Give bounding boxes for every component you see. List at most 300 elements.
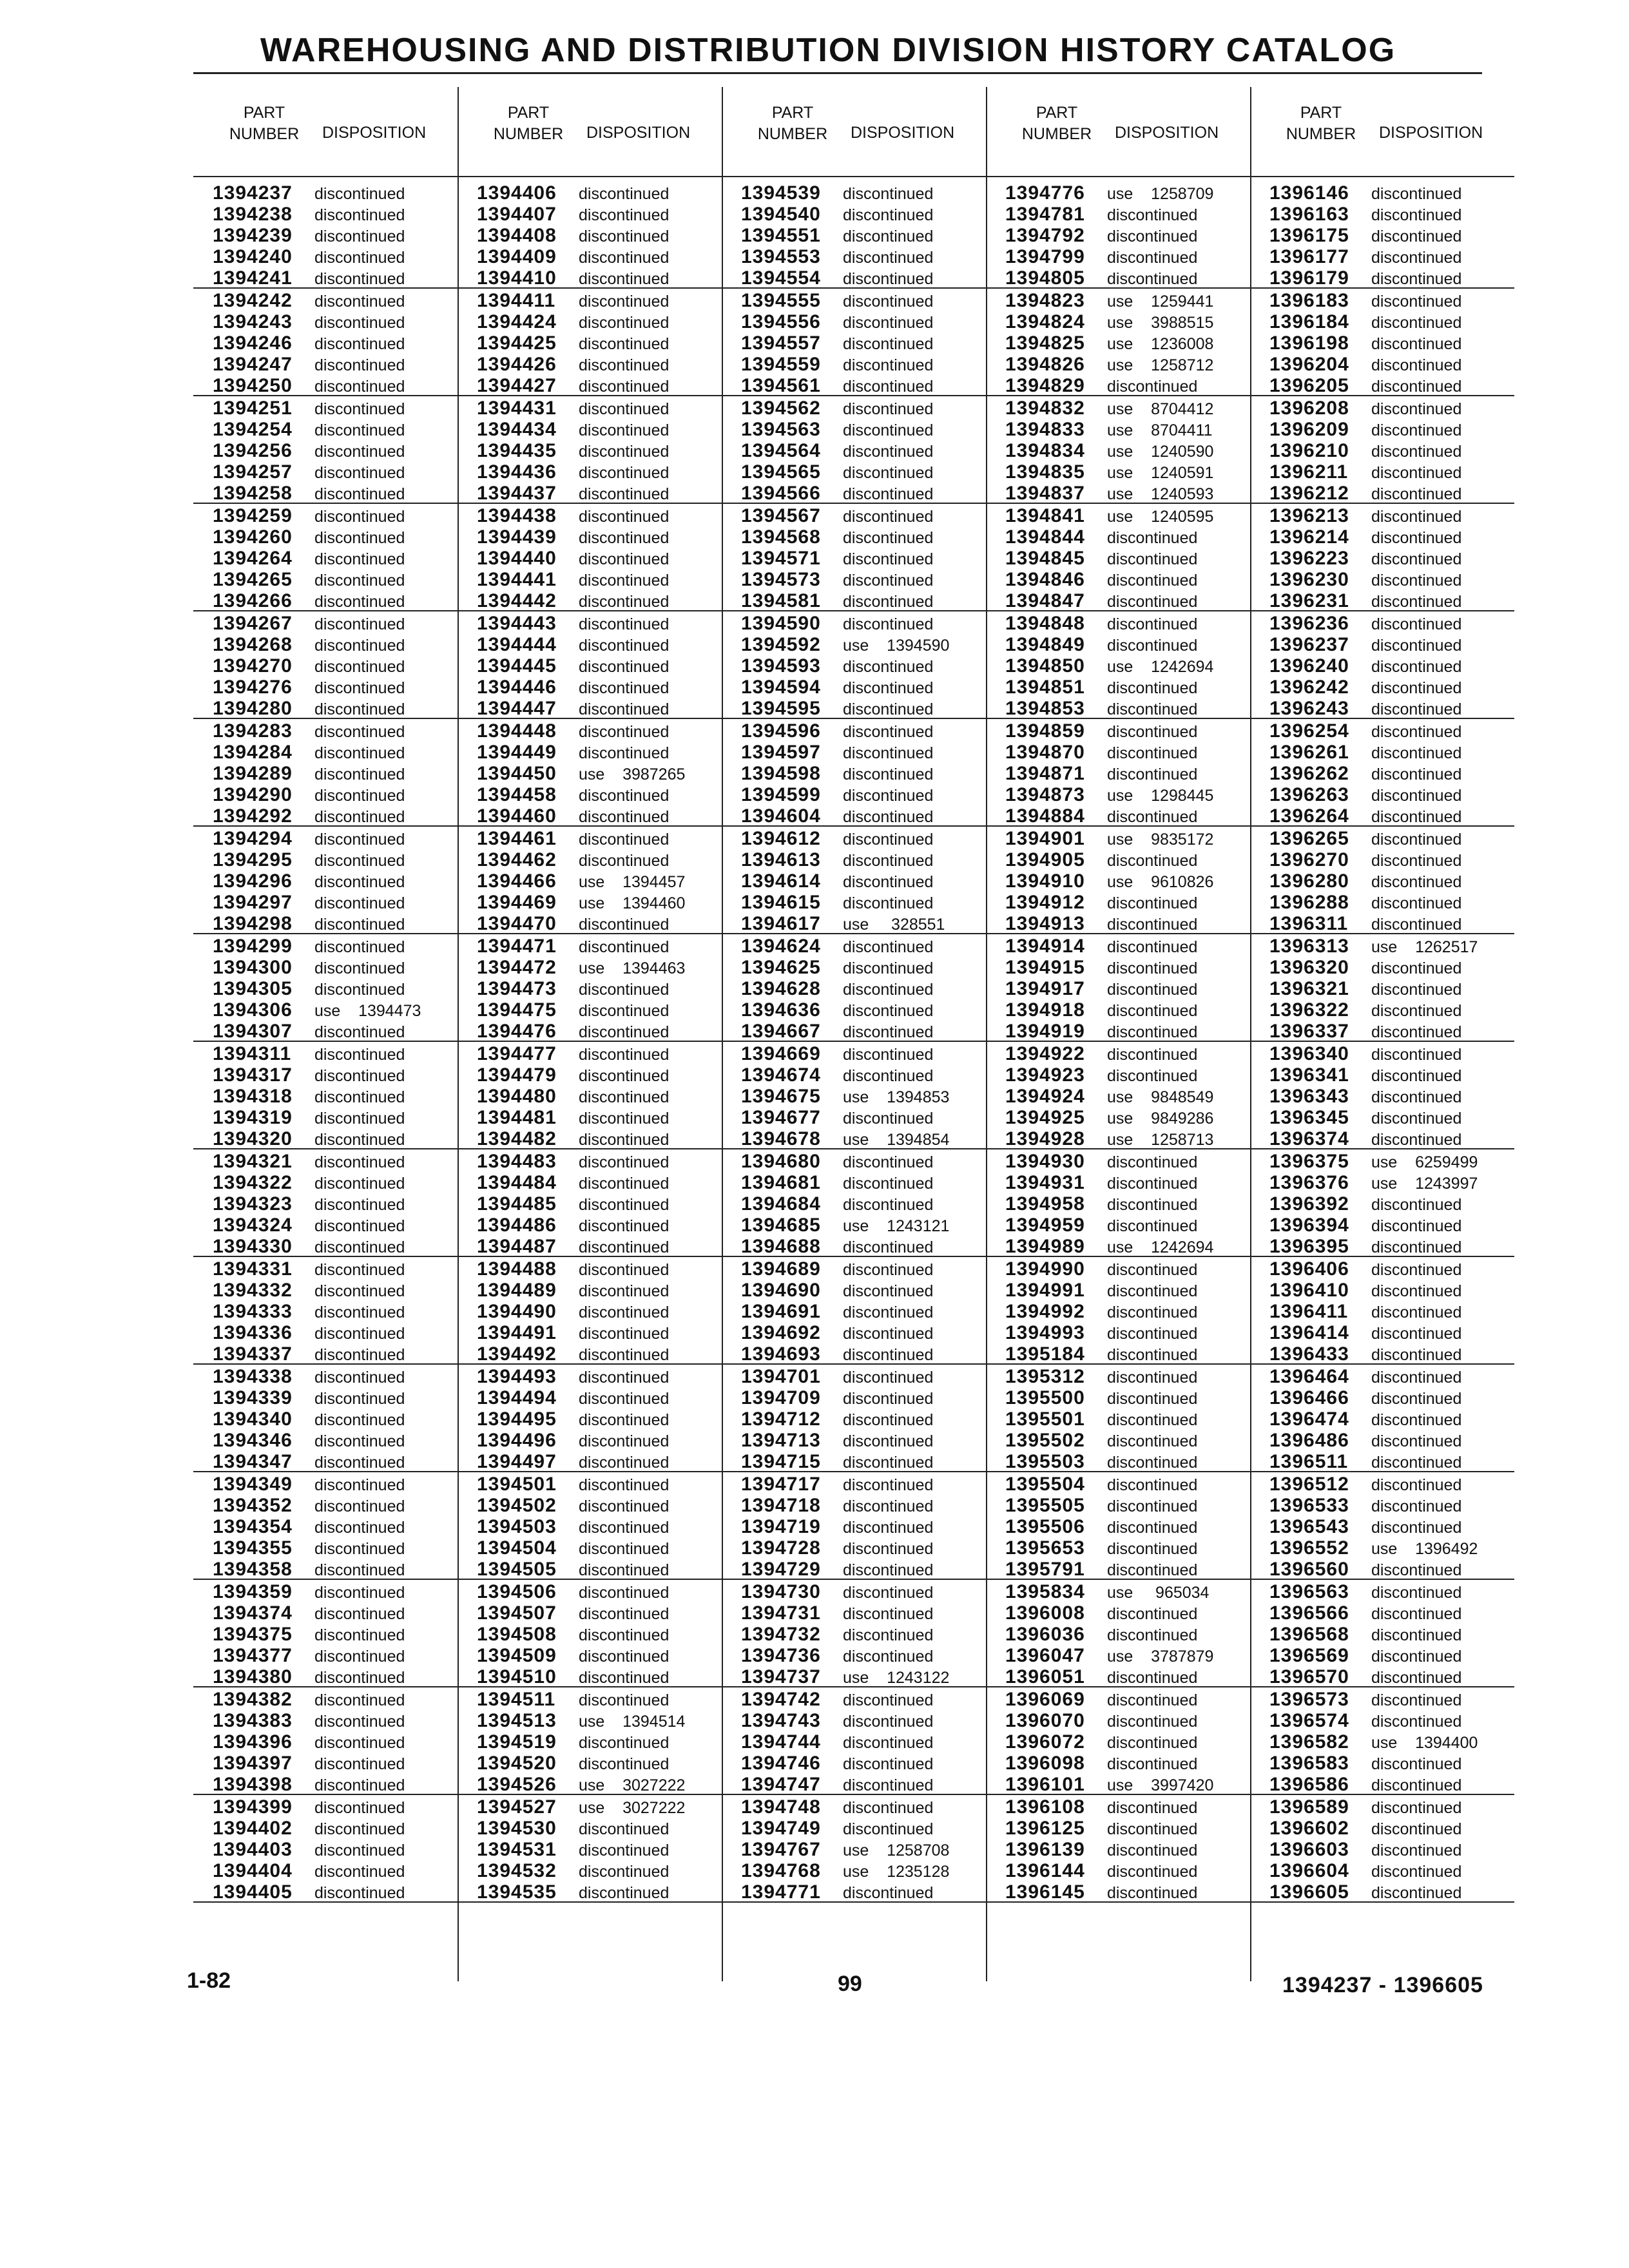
part-row xyxy=(986,1687,1250,1709)
part-number: 1394567 xyxy=(741,505,821,526)
disposition: discontinued xyxy=(1371,765,1462,783)
part-row xyxy=(193,1407,458,1428)
part-row xyxy=(1250,1816,1514,1838)
part-number: 1394436 xyxy=(477,461,557,483)
part-row xyxy=(458,1084,722,1106)
part-row xyxy=(1250,224,1514,245)
part-number: 1394446 xyxy=(477,677,557,698)
part-number: 1396208 xyxy=(1269,398,1349,419)
part-number: 1394919 xyxy=(1005,1021,1085,1042)
part-row xyxy=(722,1644,986,1665)
part-row xyxy=(986,1042,1250,1063)
part-number: 1394850 xyxy=(1005,655,1085,677)
part-number: 1394993 xyxy=(1005,1322,1085,1343)
part-number: 1394617 xyxy=(741,913,821,934)
part-number: 1394247 xyxy=(213,354,293,375)
part-number: 1394913 xyxy=(1005,913,1085,934)
part-number: 1396198 xyxy=(1269,332,1349,354)
part-row xyxy=(722,568,986,589)
disposition: use 1240595 xyxy=(1107,508,1214,526)
part-number: 1394713 xyxy=(741,1430,821,1451)
disposition: discontinued xyxy=(843,1605,934,1623)
part-number: 1394826 xyxy=(1005,354,1085,375)
part-row xyxy=(458,245,722,266)
disposition: discontinued xyxy=(579,1088,670,1106)
part-number: 1396466 xyxy=(1269,1387,1349,1408)
part-number: 1394340 xyxy=(213,1408,293,1430)
disposition: discontinued xyxy=(314,1282,405,1300)
part-number: 1394259 xyxy=(213,505,293,526)
part-number-header xyxy=(741,102,844,145)
part-number: 1394859 xyxy=(1005,720,1085,742)
part-number: 1394709 xyxy=(741,1387,821,1408)
part-row xyxy=(458,568,722,589)
part-row xyxy=(1250,1838,1514,1859)
part-number: 1396270 xyxy=(1269,849,1349,870)
disposition: discontinued xyxy=(579,1497,670,1515)
part-row xyxy=(1250,1106,1514,1127)
disposition: discontinued xyxy=(579,206,670,224)
part-row xyxy=(458,1257,722,1278)
part-number: 1394251 xyxy=(213,398,293,419)
part-row xyxy=(1250,1515,1514,1536)
part-number: 1394520 xyxy=(477,1753,557,1774)
disposition: discontinued xyxy=(1371,421,1462,439)
part-number: 1394744 xyxy=(741,1731,821,1753)
part-number: 1394568 xyxy=(741,526,821,548)
part-row xyxy=(722,1494,986,1515)
part-row xyxy=(193,998,458,1019)
part-number: 1394692 xyxy=(741,1322,821,1343)
part-row xyxy=(193,396,458,418)
part-number: 1394910 xyxy=(1005,870,1085,892)
disposition: discontinued xyxy=(843,1584,934,1602)
part-header-line1: PART xyxy=(507,104,550,122)
part-number: 1394914 xyxy=(1005,936,1085,957)
part-row xyxy=(722,481,986,504)
part-number: 1394424 xyxy=(477,311,557,332)
disposition: discontinued xyxy=(1371,400,1462,418)
disposition: discontinued xyxy=(843,959,934,977)
part-row xyxy=(986,1773,1250,1795)
disposition: discontinued xyxy=(843,378,934,396)
disposition: use 1236008 xyxy=(1107,335,1214,353)
part-row xyxy=(986,224,1250,245)
part-number: 1394268 xyxy=(213,634,293,655)
part-row xyxy=(986,654,1250,675)
disposition: discontinued xyxy=(314,529,405,547)
part-number: 1394781 xyxy=(1005,204,1085,225)
part-row xyxy=(986,1580,1250,1601)
catalog-title: WAREHOUSING AND DISTRIBUTION DIVISION HISTORY CATALOG xyxy=(260,32,1396,69)
disposition: discontinued xyxy=(1107,1153,1198,1171)
part-row xyxy=(1250,568,1514,589)
disposition: discontinued xyxy=(1371,1411,1462,1429)
disposition: discontinued xyxy=(1107,1432,1198,1450)
disposition: discontinued xyxy=(1371,1023,1462,1041)
part-number: 1394330 xyxy=(213,1236,293,1257)
part-number: 1396589 xyxy=(1269,1796,1349,1818)
part-row xyxy=(458,1342,722,1365)
disposition: use 1394853 xyxy=(843,1088,950,1106)
disposition: discontinued xyxy=(314,421,405,439)
disposition: discontinued xyxy=(1371,1605,1462,1623)
part-row xyxy=(986,525,1250,546)
disposition: discontinued xyxy=(314,270,405,288)
disposition: discontinued xyxy=(314,658,405,676)
part-number: 1396264 xyxy=(1269,805,1349,827)
part-row xyxy=(722,1816,986,1838)
disposition: discontinued xyxy=(843,1820,934,1838)
part-number: 1394396 xyxy=(213,1731,293,1753)
disposition: discontinued xyxy=(1371,700,1462,718)
part-row xyxy=(193,675,458,697)
disposition: discontinued xyxy=(579,1454,670,1472)
part-number: 1394488 xyxy=(477,1258,557,1280)
disposition: discontinued xyxy=(314,1067,405,1085)
part-number: 1394915 xyxy=(1005,957,1085,978)
part-number: 1394851 xyxy=(1005,677,1085,698)
part-row xyxy=(1250,1622,1514,1644)
part-row xyxy=(193,1428,458,1450)
part-row xyxy=(193,1859,458,1880)
part-row xyxy=(1250,675,1514,697)
part-number: 1394489 xyxy=(477,1280,557,1301)
disposition: discontinued xyxy=(314,1776,405,1794)
part-row xyxy=(1250,1149,1514,1171)
part-number: 1394294 xyxy=(213,828,293,849)
part-row xyxy=(722,1773,986,1795)
part-number: 1394924 xyxy=(1005,1086,1085,1107)
part-row xyxy=(986,1751,1250,1773)
part-row xyxy=(722,1149,986,1171)
part-number: 1394375 xyxy=(213,1624,293,1645)
disposition: discontinued xyxy=(579,1626,670,1644)
disposition: discontinued xyxy=(579,1002,670,1020)
disposition: discontinued xyxy=(579,1175,670,1193)
part-number: 1394338 xyxy=(213,1366,293,1387)
disposition: use 1394514 xyxy=(579,1713,686,1731)
part-number: 1394295 xyxy=(213,849,293,870)
disposition: discontinued xyxy=(579,916,670,934)
part-number-header xyxy=(213,102,316,145)
part-number: 1394292 xyxy=(213,805,293,827)
disposition: use 1243121 xyxy=(843,1217,950,1235)
part-row xyxy=(1250,1557,1514,1580)
disposition: discontinued xyxy=(1107,637,1198,655)
part-row xyxy=(722,439,986,460)
part-row xyxy=(722,1580,986,1601)
disposition: discontinued xyxy=(314,1799,405,1817)
part-number: 1394596 xyxy=(741,720,821,742)
part-number: 1396512 xyxy=(1269,1474,1349,1495)
part-row xyxy=(193,740,458,762)
disposition: discontinued xyxy=(843,314,934,332)
part-number: 1396280 xyxy=(1269,870,1349,892)
part-row xyxy=(193,1494,458,1515)
part-row xyxy=(1250,245,1514,266)
part-row xyxy=(458,675,722,697)
part-row xyxy=(986,633,1250,654)
disposition: discontinued xyxy=(579,293,670,311)
part-number: 1394374 xyxy=(213,1602,293,1624)
part-number: 1396464 xyxy=(1269,1366,1349,1387)
disposition: discontinued xyxy=(1371,1820,1462,1838)
part-row xyxy=(986,481,1250,504)
disposition: discontinued xyxy=(843,1346,934,1364)
part-row xyxy=(1250,848,1514,869)
disposition: discontinued xyxy=(1107,1023,1198,1041)
part-row xyxy=(193,568,458,589)
part-row xyxy=(986,1063,1250,1084)
part-row xyxy=(986,804,1250,827)
disposition: discontinued xyxy=(314,1046,405,1064)
part-row xyxy=(986,1428,1250,1450)
part-number: 1396184 xyxy=(1269,311,1349,332)
part-row xyxy=(193,1880,458,1903)
part-row xyxy=(986,890,1250,912)
disposition: discontinued xyxy=(579,1390,670,1408)
part-number: 1396210 xyxy=(1269,440,1349,461)
part-number: 1394407 xyxy=(477,204,557,225)
disposition: discontinued xyxy=(314,615,405,633)
part-row xyxy=(458,504,722,525)
column-divider xyxy=(722,87,723,1981)
disposition: discontinued xyxy=(1371,787,1462,805)
part-row xyxy=(986,1644,1250,1665)
part-row xyxy=(986,1192,1250,1213)
disposition: discontinued xyxy=(314,787,405,805)
part-row xyxy=(1250,654,1514,675)
column-divider xyxy=(458,87,459,1981)
part-number: 1396563 xyxy=(1269,1581,1349,1602)
part-number: 1394837 xyxy=(1005,483,1085,504)
part-row xyxy=(458,890,722,912)
part-row xyxy=(1250,525,1514,546)
disposition: discontinued xyxy=(843,400,934,418)
disposition: discontinued xyxy=(579,1369,670,1387)
disposition: discontinued xyxy=(1107,852,1198,870)
part-number: 1394746 xyxy=(741,1753,821,1774)
part-row xyxy=(193,1687,458,1709)
part-number: 1394918 xyxy=(1005,999,1085,1021)
disposition: discontinued xyxy=(843,1196,934,1214)
disposition: discontinued xyxy=(579,464,670,482)
part-row xyxy=(458,439,722,460)
disposition: use 9849286 xyxy=(1107,1110,1214,1128)
part-row xyxy=(193,202,458,224)
part-number: 1394615 xyxy=(741,892,821,913)
page-number: 99 xyxy=(838,1972,862,1996)
part-number: 1394564 xyxy=(741,440,821,461)
part-number: 1394767 xyxy=(741,1839,821,1860)
part-row xyxy=(458,1472,722,1494)
part-row xyxy=(1250,719,1514,740)
disposition: discontinued xyxy=(1107,1799,1198,1817)
part-number: 1394238 xyxy=(213,204,293,225)
part-row xyxy=(722,1557,986,1580)
part-row xyxy=(986,611,1250,633)
part-number: 1394823 xyxy=(1005,290,1085,311)
part-row xyxy=(722,1365,986,1386)
part-header-line2: NUMBER xyxy=(1286,125,1356,143)
part-row xyxy=(722,1428,986,1450)
disposition: discontinued xyxy=(314,249,405,267)
part-number: 1394437 xyxy=(477,483,557,504)
part-number: 1394404 xyxy=(213,1860,293,1881)
part-number: 1396288 xyxy=(1269,892,1349,913)
part-row xyxy=(986,418,1250,439)
part-number: 1394599 xyxy=(741,784,821,805)
part-number: 1396101 xyxy=(1005,1774,1085,1795)
part-number: 1394241 xyxy=(213,267,293,289)
part-row xyxy=(458,611,722,633)
part-number: 1394604 xyxy=(741,805,821,827)
part-row xyxy=(722,1171,986,1192)
part-number: 1396179 xyxy=(1269,267,1349,289)
part-number: 1394930 xyxy=(1005,1151,1085,1172)
disposition: discontinued xyxy=(843,1626,934,1644)
part-number: 1396313 xyxy=(1269,936,1349,957)
part-number: 1394383 xyxy=(213,1710,293,1731)
catalog-column xyxy=(722,87,986,1981)
part-row xyxy=(1250,1300,1514,1321)
part-number: 1394712 xyxy=(741,1408,821,1430)
footer-section-label: 1-82 xyxy=(187,1968,231,1993)
part-row xyxy=(986,1816,1250,1838)
disposition: discontinued xyxy=(1107,723,1198,741)
part-row xyxy=(722,546,986,568)
part-number: 1395506 xyxy=(1005,1516,1085,1537)
part-row xyxy=(1250,1773,1514,1795)
part-number: 1396586 xyxy=(1269,1774,1349,1795)
disposition: discontinued xyxy=(1371,744,1462,762)
part-row xyxy=(1250,1278,1514,1300)
part-row xyxy=(986,1235,1250,1257)
part-row xyxy=(722,1709,986,1730)
disposition: discontinued xyxy=(1107,916,1198,934)
part-number: 1394477 xyxy=(477,1043,557,1064)
part-number: 1394992 xyxy=(1005,1301,1085,1322)
part-row xyxy=(722,181,986,202)
part-row xyxy=(1250,352,1514,374)
disposition: discontinued xyxy=(1107,1605,1198,1623)
part-list xyxy=(722,181,986,1903)
disposition: discontinued xyxy=(1371,1238,1462,1256)
part-row xyxy=(986,1342,1250,1365)
part-number: 1394849 xyxy=(1005,634,1085,655)
disposition: use 1394854 xyxy=(843,1131,950,1149)
part-number: 1394742 xyxy=(741,1689,821,1710)
part-number: 1396145 xyxy=(1005,1881,1085,1903)
part-number: 1394923 xyxy=(1005,1064,1085,1086)
part-row xyxy=(458,697,722,719)
part-row xyxy=(458,719,722,740)
part-row xyxy=(1250,1213,1514,1235)
disposition: discontinued xyxy=(1371,1799,1462,1817)
part-number: 1394296 xyxy=(213,870,293,892)
disposition: use 3997420 xyxy=(1107,1776,1214,1794)
part-number: 1396583 xyxy=(1269,1753,1349,1774)
part-row xyxy=(193,1342,458,1365)
part-number: 1394405 xyxy=(213,1881,293,1903)
part-row xyxy=(193,804,458,827)
part-number: 1394483 xyxy=(477,1151,557,1172)
part-row xyxy=(193,589,458,611)
part-number: 1395502 xyxy=(1005,1430,1085,1451)
part-number: 1394339 xyxy=(213,1387,293,1408)
disposition: discontinued xyxy=(314,1476,405,1494)
part-row xyxy=(458,1106,722,1127)
disposition: discontinued xyxy=(314,1755,405,1773)
part-number: 1394495 xyxy=(477,1408,557,1430)
part-row xyxy=(1250,912,1514,934)
part-row xyxy=(458,352,722,374)
disposition: discontinued xyxy=(1371,593,1462,611)
part-row xyxy=(458,912,722,934)
part-number: 1394265 xyxy=(213,569,293,590)
part-row xyxy=(722,266,986,289)
disposition: use 1394457 xyxy=(579,873,686,891)
disposition: discontinued xyxy=(843,1325,934,1343)
part-row xyxy=(458,1795,722,1816)
part-number: 1394458 xyxy=(477,784,557,805)
part-row xyxy=(458,460,722,481)
part-number: 1394307 xyxy=(213,1021,293,1042)
disposition: discontinued xyxy=(579,572,670,590)
disposition: discontinued xyxy=(579,356,670,374)
part-number: 1396237 xyxy=(1269,634,1349,655)
part-row xyxy=(986,245,1250,266)
disposition: discontinued xyxy=(314,1346,405,1364)
part-number: 1394406 xyxy=(477,182,557,204)
part-row xyxy=(986,1622,1250,1644)
part-row xyxy=(193,1622,458,1644)
part-row xyxy=(722,1751,986,1773)
part-number: 1396261 xyxy=(1269,742,1349,763)
disposition: discontinued xyxy=(314,485,405,503)
disposition: discontinued xyxy=(1371,658,1462,676)
part-number: 1396223 xyxy=(1269,548,1349,569)
disposition: discontinued xyxy=(314,808,405,826)
part-row xyxy=(986,504,1250,525)
part-row xyxy=(1250,1536,1514,1557)
part-row xyxy=(1250,460,1514,481)
disposition: discontinued xyxy=(843,572,934,590)
part-row xyxy=(986,289,1250,310)
part-number: 1394557 xyxy=(741,332,821,354)
part-row xyxy=(193,310,458,331)
disposition: discontinued xyxy=(1371,464,1462,482)
part-row xyxy=(722,934,986,956)
part-number: 1394693 xyxy=(741,1343,821,1365)
disposition: discontinued xyxy=(579,787,670,805)
part-number: 1394354 xyxy=(213,1516,293,1537)
part-number: 1394834 xyxy=(1005,440,1085,461)
part-number: 1394922 xyxy=(1005,1043,1085,1064)
part-row xyxy=(986,1106,1250,1127)
disposition: discontinued xyxy=(843,1023,934,1041)
disposition: discontinued xyxy=(579,421,670,439)
part-row xyxy=(722,783,986,804)
part-row xyxy=(1250,1795,1514,1816)
disposition: discontinued xyxy=(314,1369,405,1387)
disposition: discontinued xyxy=(843,1799,934,1817)
part-number: 1396204 xyxy=(1269,354,1349,375)
part-row xyxy=(722,1278,986,1300)
part-row xyxy=(986,266,1250,289)
part-number: 1394398 xyxy=(213,1774,293,1795)
